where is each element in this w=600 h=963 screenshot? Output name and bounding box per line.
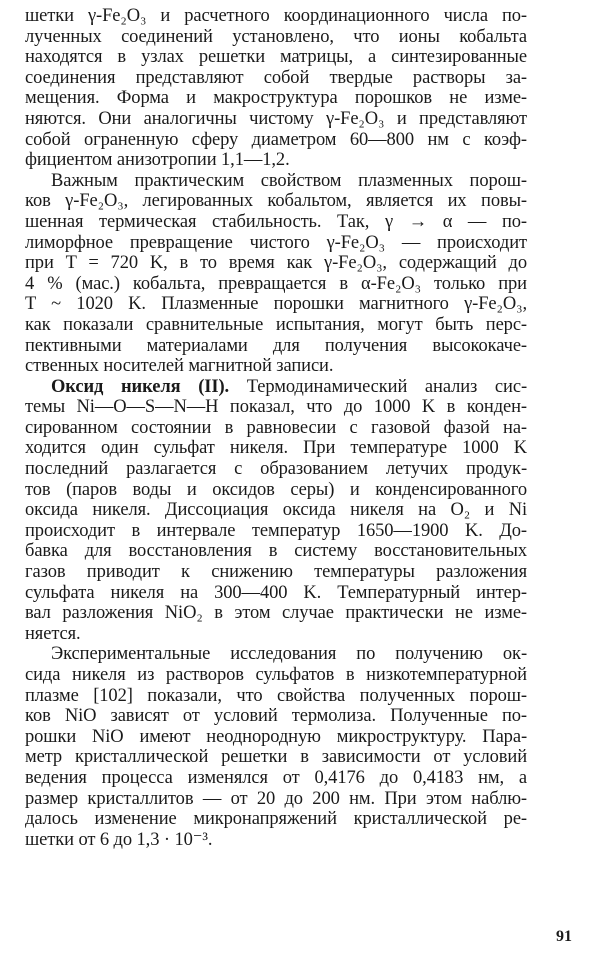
text-line [25, 253, 527, 274]
text-line [25, 768, 527, 789]
text-line [25, 830, 527, 851]
line-text: Термодинамический анализ сис- [246, 376, 528, 397]
text-line [25, 541, 527, 562]
text-line [25, 171, 527, 192]
line-text: сида никеля из растворов сульфатов в низкотемпературной [25, 665, 527, 685]
line-text: газов приводит к снижению температуры разложения [25, 562, 527, 583]
text-line [25, 356, 527, 377]
text-line [25, 315, 527, 336]
paragraph [25, 171, 527, 377]
section-heading: Оксид никеля (II). [51, 376, 230, 397]
line-text: шетки γ-Fe₂O₃ и расчетного координационного числа по- [25, 6, 527, 26]
line-text: как показали сравнительные испытания, могут быть перс- [25, 314, 527, 335]
text-line [25, 6, 527, 27]
line-text: няются. Они аналогичны чистому γ-Fe₂O₃ и представляют [25, 108, 527, 129]
text-line [25, 809, 527, 830]
text-line [25, 377, 527, 398]
text-line [25, 418, 527, 439]
text-line [25, 88, 527, 109]
line-text: собой ограненную сферу диаметром 60—800 нм с коэф- [25, 129, 527, 150]
line-text: Экспериментальные исследования по получению ок- [51, 644, 527, 665]
text-line [25, 47, 527, 68]
text-line [25, 233, 527, 254]
line-text: тов (паров воды и оксидов серы) и конденсированного [25, 479, 527, 500]
line-text: размер кристаллитов — от 20 до 200 нм. При этом наблю- [25, 788, 527, 809]
text-line [25, 521, 527, 542]
line-text: далось изменение микронапряжений кристаллической ре- [25, 809, 527, 830]
text-line [25, 624, 527, 645]
text-line [25, 500, 527, 521]
text-line [25, 562, 527, 583]
text-line [25, 109, 527, 130]
line-text: рошки NiO имеют неоднородную микроструктуру. Пара- [25, 726, 527, 747]
line-text: лиморфное превращение чистого γ-Fe₂O₃ — происходит [25, 232, 527, 253]
line-text: сированном состоянии в равновесии с газовой фазой на- [25, 417, 527, 438]
line-text: темы Ni—O—S—N—H показал, что до 1000 K в конден- [25, 397, 527, 418]
text-line [25, 727, 527, 748]
text-line [25, 686, 527, 707]
line-text: ведения процесса изменялся от 0,4176 до 0,4183 нм, а [25, 767, 527, 788]
line-text: ходится один сульфат никеля. При температуре 1000 K [25, 438, 527, 459]
line-text: Важным практическим свойством плазменных порош- [51, 170, 527, 191]
paragraph [25, 644, 527, 850]
text-line [25, 644, 527, 665]
text-line [25, 191, 527, 212]
line-text: сульфата никеля на 300—400 K. Температурный интер- [25, 582, 527, 603]
line-text: находятся в узлах решетки матрицы, а синтезированные [25, 47, 527, 68]
text-line [25, 212, 527, 233]
line-text: шетки от 6 до 1,3 · 10⁻³. [25, 829, 213, 850]
line-text: 4 % (мас.) кобальта, превращается в α-Fe₂O₃ только при [25, 273, 527, 294]
line-text: вал разложения NiO₂ в этом случае практически не изме- [25, 603, 527, 624]
line-text: няется. [25, 623, 81, 644]
text-line [25, 480, 527, 501]
paragraph [25, 377, 527, 645]
text-line [25, 747, 527, 768]
line-text: происходит в интервале температур 1650—1900 K. До- [25, 520, 527, 541]
text-line [25, 150, 527, 171]
line-text: ственных носителей магнитной записи. [25, 356, 334, 377]
line-text: плазме [102] показали, что свойства полученных порош- [25, 685, 527, 706]
line-text: последний разлагается с образованием летучих продук- [25, 459, 527, 480]
line-text: соединения представляют собой твердые растворы за- [25, 67, 527, 88]
text-line [25, 336, 527, 357]
text-line [25, 665, 527, 686]
text-line [25, 438, 527, 459]
line-text: оксида никеля. Диссоциация оксида никеля на O₂ и Ni [25, 500, 527, 521]
line-text: бавка для восстановления в систему восстановительных [25, 541, 527, 562]
paragraph [25, 6, 527, 171]
line-text: мещения. Форма и макроструктура порошков не изме- [25, 88, 527, 109]
line-text: пективными материалами для получения высококаче- [25, 335, 527, 356]
page-body [25, 6, 527, 850]
line-text: фициентом анизотропии 1,1—1,2. [25, 150, 290, 171]
line-text: ков NiO зависят от условий термолиза. Полученные по- [25, 706, 527, 727]
line-text: при T = 720 K, в то время как γ-Fe₂O₃, содержащий до [25, 253, 527, 274]
text-line [25, 459, 527, 480]
text-line [25, 397, 527, 418]
text-line [25, 294, 527, 315]
text-line [25, 603, 527, 624]
line-text: ков γ-Fe₂O₃, легированных кобальтом, является их повы- [25, 191, 527, 212]
page-number: 91 [556, 928, 572, 945]
text-line [25, 130, 527, 151]
line-text: лученных соединений установлено, что ионы кобальта [25, 26, 527, 47]
text-line [25, 789, 527, 810]
text-line [25, 27, 527, 48]
line-text: шенная термическая стабильность. Так, γ → α — по- [25, 211, 527, 232]
text-line [25, 706, 527, 727]
text-line [25, 68, 527, 89]
line-text: метр кристаллической решетки в зависимости от условий [25, 747, 527, 768]
text-line [25, 274, 527, 295]
text-line [25, 583, 527, 604]
line-text: T ~ 1020 K. Плазменные порошки магнитного γ-Fe₂O₃, [25, 294, 527, 315]
